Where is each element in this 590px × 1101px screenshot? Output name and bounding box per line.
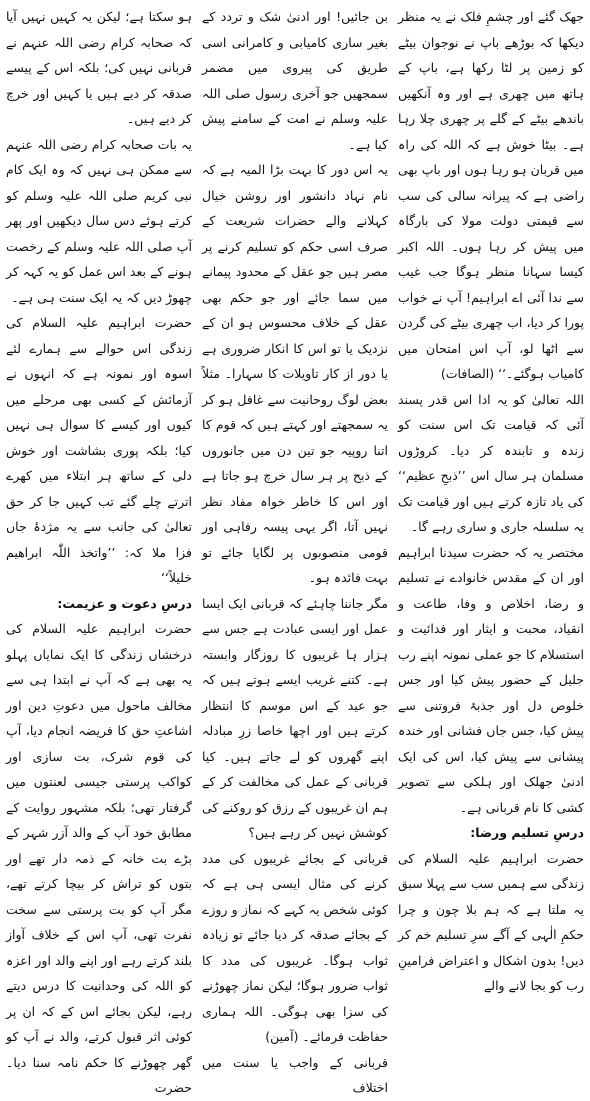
section-heading: درسِ دعوت و عزیمت: [57,595,192,611]
column-left [6,4,192,1095]
column-middle [202,4,388,1095]
section-heading: درسِ تسلیم ورضا: [470,825,584,840]
paragraph: یہ بات صحابہ کرام رضی اللہ عنہم سے ممکن ہی نہیں کہ وہ ایک کام نبی کریم صلی اللہ علیہ وسلم کو کرتے ہوئے دس سال دیکھیں اور پھر آپ صلی اللہ علیہ وسلم کے رخصت ہونے کے بعد اس عمل کو یہ کہہ کر چھوڑ دیں کہ یہ ایک سنت ہی ہے۔ [6,136,192,305]
paragraph: یہ اس دور کا بہت بڑا المیہ ہے کہ نام نہاد دانشور اور روشن خیال کہلانے والے حضرات شریعت کے صرف اسی حکم کو تسلیم کرنے پر مصر ہیں جو عقل کے محدود پیمانے میں سما جائے اور جو حکم بھی عقل کے خلاف محسوس ہو ان کے نزدیک یا تو اس کا انکار ضروری ہے یا دور از کار تاویلات کا سہارا۔ مثلاً بعض لوگ روحانیت سے غافل ہو کر یہ سمجھتے اور کہتے ہیں کہ قوم کا اتنا روپیہ جو تین دن میں جانوروں کے ذبح پر ہر سال خرچ ہو جاتا ہے اور اس کا خاطر خواہ مفاد نظر نہیں آتا، اگر یہی پیسہ رفاہی اور قومی منصوبوں پر لگایا جائے تو بہت فائدہ ہو۔ [202,162,388,585]
paragraph: حضرت ابراہیم علیہ السلام کی زندگی سے ہمیں سب سے پہلا سبق یہ ملتا ہے کہ ہم بلا چون و چرا حکمِ الٰہی کے آگے سرِ تسلیم خم کر دیں! بدون اشکال و اعتراض فرامینِ رب کو بجا لانے والے [398,850,584,993]
column-right [398,4,584,993]
paragraph: حضرت ابراہیم علیہ السلام کی زندگی اس حوالے سے ہمارے لئے اسوہ اور نمونہ ہے کہ انہوں نے آزمائش کے کسی بھی مرحلے میں کیوں اور کیسے کا سوال ہی نہیں کیا؛ بلکہ پوری بشاشت اور خوش دلی کے ساتھ ہر ابتلاء میں کھرے اترتے چلے گئے تب کہیں جا کر حق تعالیٰ کی جانب سے یہ مژدۂ جاں فزا ملا کہ: ’’واتخذ اللّٰہ ابراھیم خلیلاً‘‘ [6,315,192,585]
paragraph: قربانی کے بجائے غریبوں کی مدد کرنے کی مثال ایسی ہی ہے کہ کوئی شخص یہ کہے کہ نماز و روزے کے بجائے صدقہ کر دیا جائے تو زیادہ ثواب ہوگا۔ غریبوں کی مدد کا ثواب ضرور ہوگا؛ لیکن نماز چھوڑنے کی سزا بھی ہوگی۔ اللہ ہماری حفاظت فرمائے۔ (آمین) [202,850,388,1044]
paragraph: حضرت ابراہیم علیہ السلام کی درخشاں زندگی کا ایک نمایاں پہلو یہ بھی ہے کہ آپ نے ابتدا ہی سے مخالف ماحول میں دعوتِ دین اور اشاعتِ حق کا فریضہ انجام دیا، آپ کی قوم شرک، بت سازی اور کواکب پرستی جیسی لعنتوں میں گرفتار تھی؛ بلکہ مشہور روایت کے مطابق خود آپ کے والد آزر شہر کے بڑے بت خانہ کے ذمہ دار تھے اور بتوں کو تراش کر بیچا کرتے تھے، مگر آپ کو بت پرستی سے سخت نفرت تھی، آپ اس کے خلاف آواز بلند کرتے رہے اور اپنے والد اور اعزہ کو اللہ کی وحدانیت کا درس دیتے رہے، لیکن بجائے اس کے کہ ان پر کوئی اثر قبول کرتے، والد نے آپ کو گھر چھوڑنے کا حکم نامہ سنا دیا۔ حضرت [6,621,192,1095]
paragraph: ہو سکتا ہے؛ لیکن یہ کہیں نہیں آیا کہ صحابہ کرام رضی اللہ عنہم نے قربانی نہیں کی؛ بلکہ اس کے پیسے صدقہ کر دیے ہیں یا کہیں اور خرچ کر دیے ہیں۔ [6,9,192,126]
paragraph: اللہ تعالیٰ کو یہ ادا اس قدر پسند آئی کہ قیامت تک اس سنت کو زندہ و تابندہ کر دیا۔ کروڑوں مسلمان ہر سال اس ’’ذبحِ عظیم‘‘ کی یاد تازہ کرتے ہیں اور قیامت تک یہ سلسلہ جاری و ساری رہے گا۔ [398,391,584,534]
paragraph: قربانی کے واجب یا سنت میں اختلاف [202,1054,388,1095]
paragraph: مگر جاننا چاہئے کہ قربانی ایک ایسا عمل اور ایسی عبادت ہے جس سے ہزار ہا غریبوں کا روزگار وابستہ ہے۔ کتنے غریب ایسے ہوتے ہیں کہ جو عید کے اس موسم کا انتظار کرتے ہیں اور اچھا خاصا زرِ مبادلہ اپنے گھروں کو لے جاتے ہیں۔ کیا قربانی کے عمل کی مخالفت کر کے ہم ان غریبوں کے رزق کو روکنے کی کوشش نہیں کر رہے ہیں؟ [202,595,388,840]
paragraph: جھک گئے اور چشمِ فلک نے یہ منظر دیکھا کہ بوڑھے باپ نے نوجوان بیٹے کو زمین پر لٹا رکھا ہے، باپ کے ہاتھ میں چھری ہے اور وہ آنکھیں باندھے بیٹے کے گلے پر چھری چلا رہا ہے۔ بیٹا خوش ہے کہ اللہ کی راہ میں قربان ہو رہا ہوں اور باپ بھی راضی ہے کہ پیرانہ سالی کی سب سے قیمتی دولت مولا کی بارگاہ میں پیش کر رہا ہوں۔ اللہ اکبر کیسا سہانا منظر ہوگا جب غیب سے ندا آئی اے ابراہیم! آپ نے خواب پورا کر دیا، اب چھری بیٹے کی گردن سے اٹھا لو، آپ اس امتحان میں کامیاب ہوگئے۔‘‘ (الصافات) [398,9,584,381]
paragraph: بن جائیں! اور ادنیٰ شک و تردد کے بغیر ساری کامیابی و کامرانی اسی طریق کی پیروی میں مضمر سمجھیں جو آخری رسول صلی اللہ علیہ وسلم نے امت کے سامنے پیش کیا ہے۔ [202,9,388,152]
paragraph: مختصر یہ کہ حضرت سیدنا ابراہیم اور ان کے مقدس خانوادے نے تسلیم و رضا، اخلاص و وفا، طاعت و انقیاد، محبت و ایثار اور فدائیت و استسلام کا جو عملی نمونہ اپنے رب جلیل کے حضور پیش کیا اور جس خلوص دل اور جذبۂ فروتنی سے پیش کیا، جس جاں فشانی اور خندہ پیشانی سے پیش کیا، اس کی ایک ادنیٰ جھلک اور ہلکی سے تصویر کشی کا نام قربانی ہے۔ [398,544,584,815]
